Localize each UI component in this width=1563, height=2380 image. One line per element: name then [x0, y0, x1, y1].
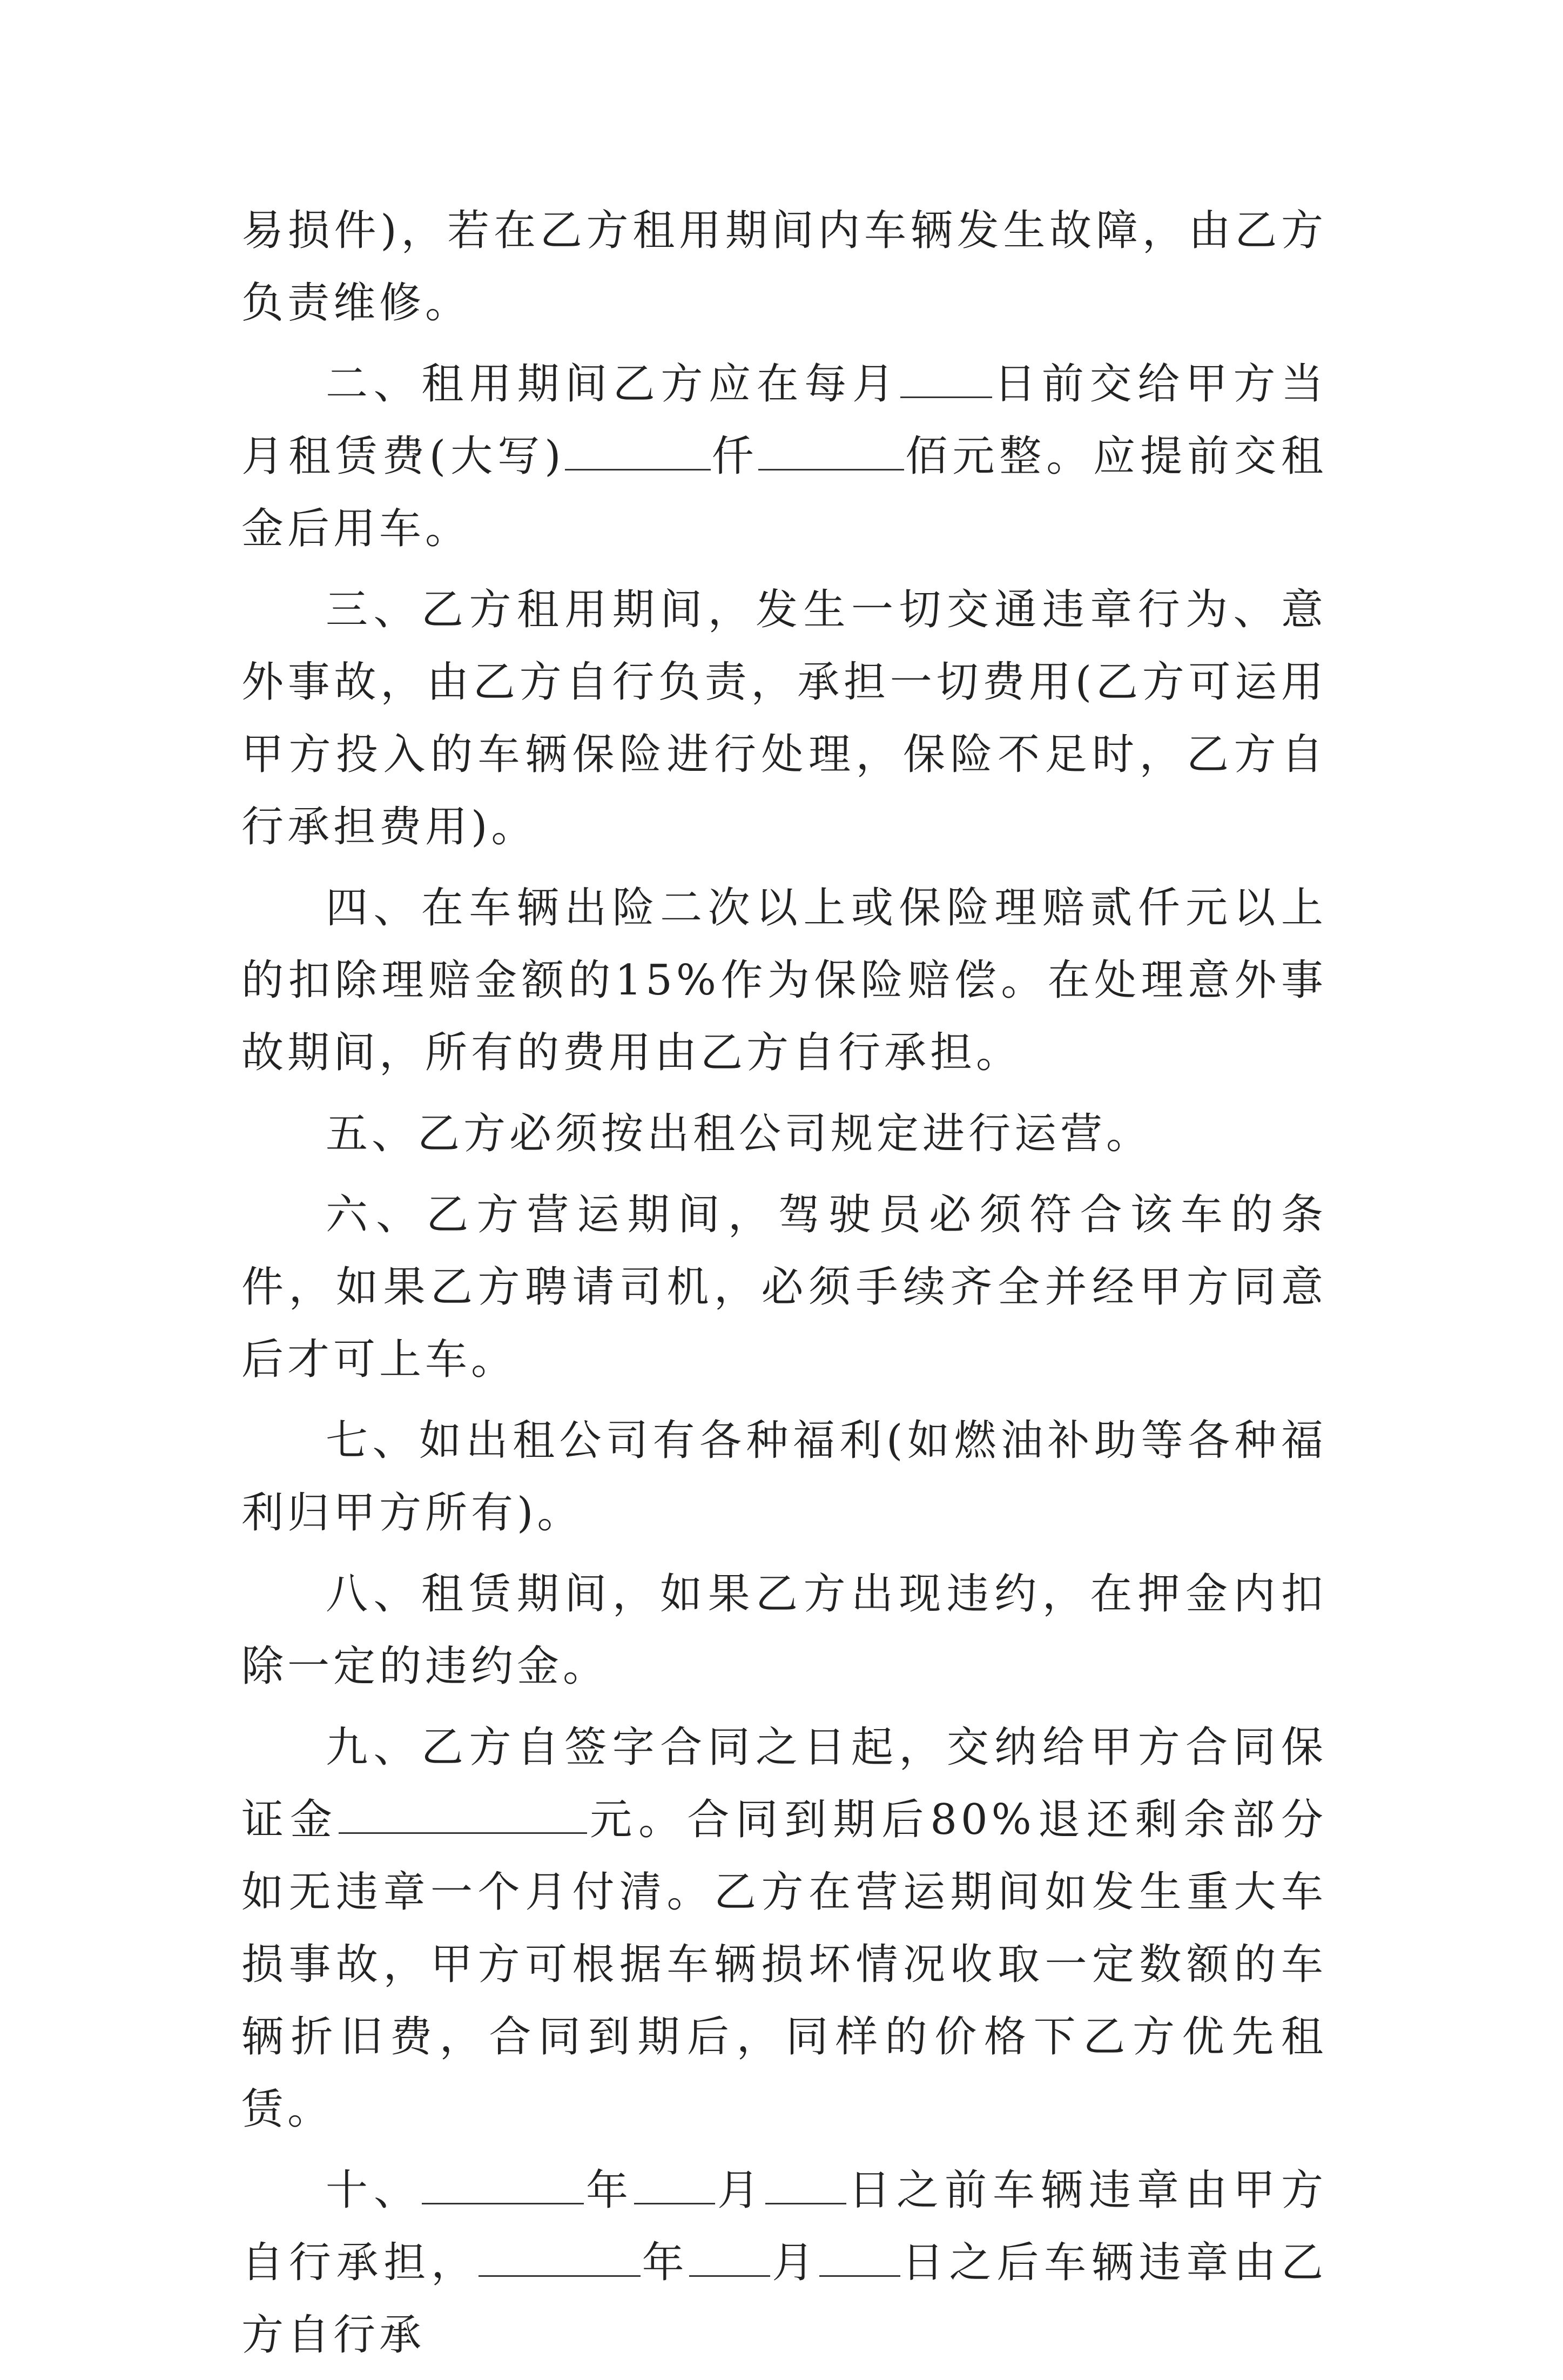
before-day-blank[interactable]	[765, 2165, 846, 2204]
clause-6	[241, 1179, 1327, 1396]
clause-5-text: 五、乙方必须按出租公司规定进行运营。	[326, 1110, 1153, 1158]
payment-day-blank[interactable]	[900, 359, 992, 398]
clause-9	[241, 1711, 1327, 2146]
paragraph-continuation	[241, 194, 1327, 339]
after-month-blank[interactable]	[689, 2237, 770, 2277]
before-month-blank[interactable]	[634, 2165, 715, 2204]
clause-8-text: 八、租赁期间，如果乙方出现违约，在押金内扣除一定的违约金。	[241, 1570, 1327, 1691]
clause-2-text-c: 仟	[710, 432, 759, 481]
clause-2-text-d: 佰元整。应提前交租金后用车。	[241, 432, 1327, 553]
clause-7	[241, 1404, 1327, 1549]
clause-10-text-d: 日之前车辆违章由甲方自行承担，	[241, 2166, 1327, 2287]
clause-10-text-f: 月	[770, 2238, 819, 2287]
clause-8	[241, 1558, 1327, 1703]
deposit-amount-blank[interactable]	[339, 1794, 587, 1834]
after-day-blank[interactable]	[819, 2237, 900, 2277]
clause-9-text-b: 元。合同到期后80%退还剩余部分如无违章一个月付清。乙方在营运期间如发生重大车损事故，甲方可根据车辆损坏情况收取一定数额的车辆折旧费，合同到期后，同样的价格下乙方优先租赁。	[241, 1796, 1327, 2134]
clause-10	[241, 2154, 1327, 2371]
before-year-blank[interactable]	[422, 2165, 584, 2204]
clause-3	[241, 574, 1327, 863]
contract-body	[241, 194, 1327, 2380]
clause-9-text-a: 九、乙方自签字合同之日起，交纳给甲方合同保证金	[241, 1723, 1327, 1844]
after-year-blank[interactable]	[479, 2237, 641, 2277]
clause-10-text-c: 月	[715, 2166, 765, 2215]
rent-hundreds-blank[interactable]	[758, 431, 904, 470]
clause-10-text-b: 年	[584, 2166, 634, 2215]
clause-2-text-a: 二、租用期间乙方应在每月	[326, 360, 900, 408]
clause-4-text: 四、在车辆出险二次以上或保险理赔贰仟元以上的扣除理赔金额的15%作为保险赔偿。在处理意外事故期间，所有的费用由乙方自行承担。	[241, 884, 1327, 1077]
rent-thousands-blank[interactable]	[565, 431, 711, 470]
clause-10-text-g: 日之后车辆违章由乙方自行承	[241, 2238, 1327, 2359]
clause-2	[241, 348, 1327, 565]
paragraph-text: 易损件)，若在乙方租用期间内车辆发生故障，由乙方负责维修。	[241, 206, 1327, 327]
clause-4	[241, 872, 1327, 1089]
clause-6-text: 六、乙方营运期间，驾驶员必须符合该车的条件，如果乙方聘请司机，必须手续齐全并经甲方同意后才可上车。	[241, 1191, 1327, 1384]
clause-7-text: 七、如出租公司有各种福利(如燃油补助等各种福利归甲方所有)。	[241, 1416, 1327, 1537]
clause-2-text-b: 日前交给甲方当月租赁费(大写)	[241, 360, 1327, 481]
clause-10-text-e: 年	[640, 2238, 690, 2287]
clause-3-text: 三、乙方租用期间，发生一切交通违章行为、意外事故，由乙方自行负责，承担一切费用(乙方可运用甲方投入的车辆保险进行处理，保险不足时，乙方自行承担费用)。	[241, 586, 1327, 851]
clause-10-text-a: 十、	[326, 2166, 422, 2215]
clause-5	[241, 1098, 1327, 1170]
